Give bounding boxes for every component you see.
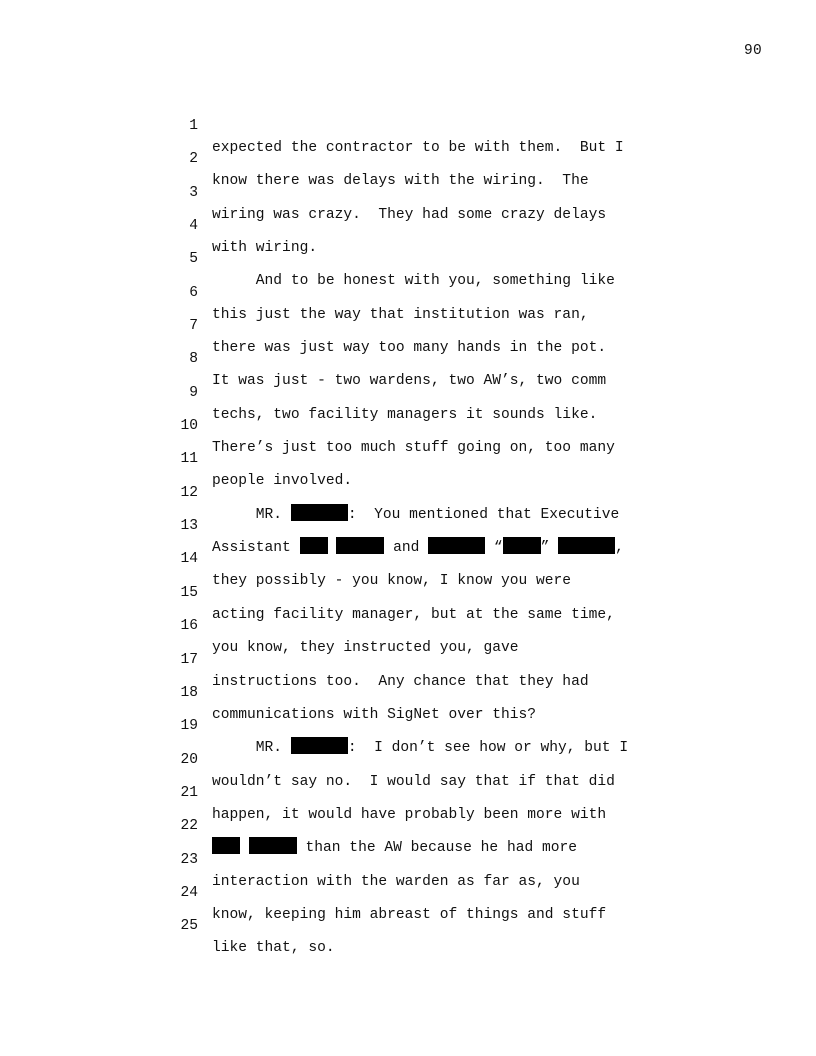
- transcript-line: [0, 493, 816, 557]
- transcript-line: [0, 693, 816, 757]
- transcript-line: [0, 293, 816, 357]
- transcript-line: [0, 727, 816, 790]
- line-number: 20: [180, 751, 198, 768]
- transcript-line: [0, 560, 816, 623]
- transcript-line: [0, 660, 816, 723]
- line-number: 5: [189, 251, 198, 268]
- line-text: you know, they instructed you, gave: [212, 640, 519, 657]
- transcript-line: [0, 393, 816, 457]
- line-text: communications with SigNet over this?: [212, 706, 537, 723]
- transcript-line: [0, 193, 816, 257]
- line-text: there was just way too many hands in the pot.: [212, 340, 607, 357]
- line-text: MR. : I don’t see how or why, but I: [212, 737, 628, 759]
- transcript-line: [0, 93, 816, 156]
- line-number: 4: [189, 218, 198, 235]
- line-text: And to be honest with you, something like: [212, 273, 615, 290]
- line-text: know, keeping him abreast of things and stuff: [212, 906, 607, 923]
- transcript-line: [0, 627, 816, 690]
- line-number: 8: [189, 351, 198, 368]
- transcript-line: [0, 326, 816, 390]
- line-number: 18: [180, 684, 198, 701]
- line-text: There’s just too much stuff going on, too many: [212, 440, 615, 457]
- line-number: 22: [180, 818, 198, 835]
- line-text: Assistant and “ ” ,: [212, 537, 624, 559]
- transcript-body: [0, 93, 816, 957]
- transcript-line: [0, 793, 816, 857]
- line-number: 11: [180, 451, 198, 468]
- line-text: this just the way that institution was ran,: [212, 306, 589, 323]
- line-text: like that, so.: [212, 940, 335, 957]
- transcript-line: [0, 893, 816, 957]
- line-text: expected the contractor to be with them. But I: [212, 140, 624, 156]
- transcript-line: [0, 360, 816, 423]
- line-text: they possibly - you know, I know you were: [212, 573, 572, 590]
- transcript-line: [0, 760, 816, 823]
- line-text: wouldn’t say no. I would say that if that did: [212, 773, 615, 790]
- transcript-line: [0, 460, 816, 523]
- line-number: 2: [189, 151, 198, 168]
- line-number: 6: [189, 284, 198, 301]
- line-number: 1: [189, 118, 198, 134]
- line-text: with wiring.: [212, 240, 318, 257]
- line-text: know there was delays with the wiring. The: [212, 173, 589, 190]
- line-number: 15: [180, 584, 198, 601]
- line-number: 16: [180, 618, 198, 635]
- line-text: It was just - two wardens, two AW’s, two comm: [212, 373, 607, 390]
- transcript-line: [0, 226, 816, 290]
- transcript-line: [0, 593, 816, 657]
- page-number: 90: [743, 43, 762, 59]
- line-number: 17: [180, 651, 198, 668]
- line-number: 3: [189, 184, 198, 201]
- transcript-line: [0, 426, 816, 490]
- line-text: instructions too. Any chance that they had: [212, 673, 589, 690]
- transcript-line: [0, 860, 816, 923]
- line-number: 14: [180, 551, 198, 568]
- line-number: 13: [180, 518, 198, 535]
- transcript-line: [0, 160, 816, 223]
- transcript-line: [0, 526, 816, 590]
- line-number: 7: [189, 318, 198, 335]
- line-text: than the AW because he had more: [212, 837, 577, 859]
- transcript-line: [0, 126, 816, 190]
- line-text: MR. : You mentioned that Executive: [212, 504, 619, 526]
- line-number: 9: [189, 384, 198, 401]
- line-number: 21: [180, 784, 198, 801]
- line-text: techs, two facility managers it sounds like.: [212, 406, 598, 423]
- line-text: people involved.: [212, 473, 353, 490]
- line-text: interaction with the warden as far as, you: [212, 873, 580, 890]
- transcript-line: [0, 260, 816, 323]
- line-number: 25: [180, 918, 198, 935]
- line-number: 23: [180, 851, 198, 868]
- line-text: happen, it would have probably been more with: [212, 806, 607, 823]
- line-number: 19: [180, 718, 198, 735]
- line-number: 12: [180, 484, 198, 501]
- line-text: acting facility manager, but at the same time,: [212, 606, 615, 623]
- line-text: wiring was crazy. They had some crazy delays: [212, 206, 607, 223]
- transcript-line: [0, 827, 816, 890]
- line-number: 24: [180, 884, 198, 901]
- line-number: 10: [180, 418, 198, 435]
